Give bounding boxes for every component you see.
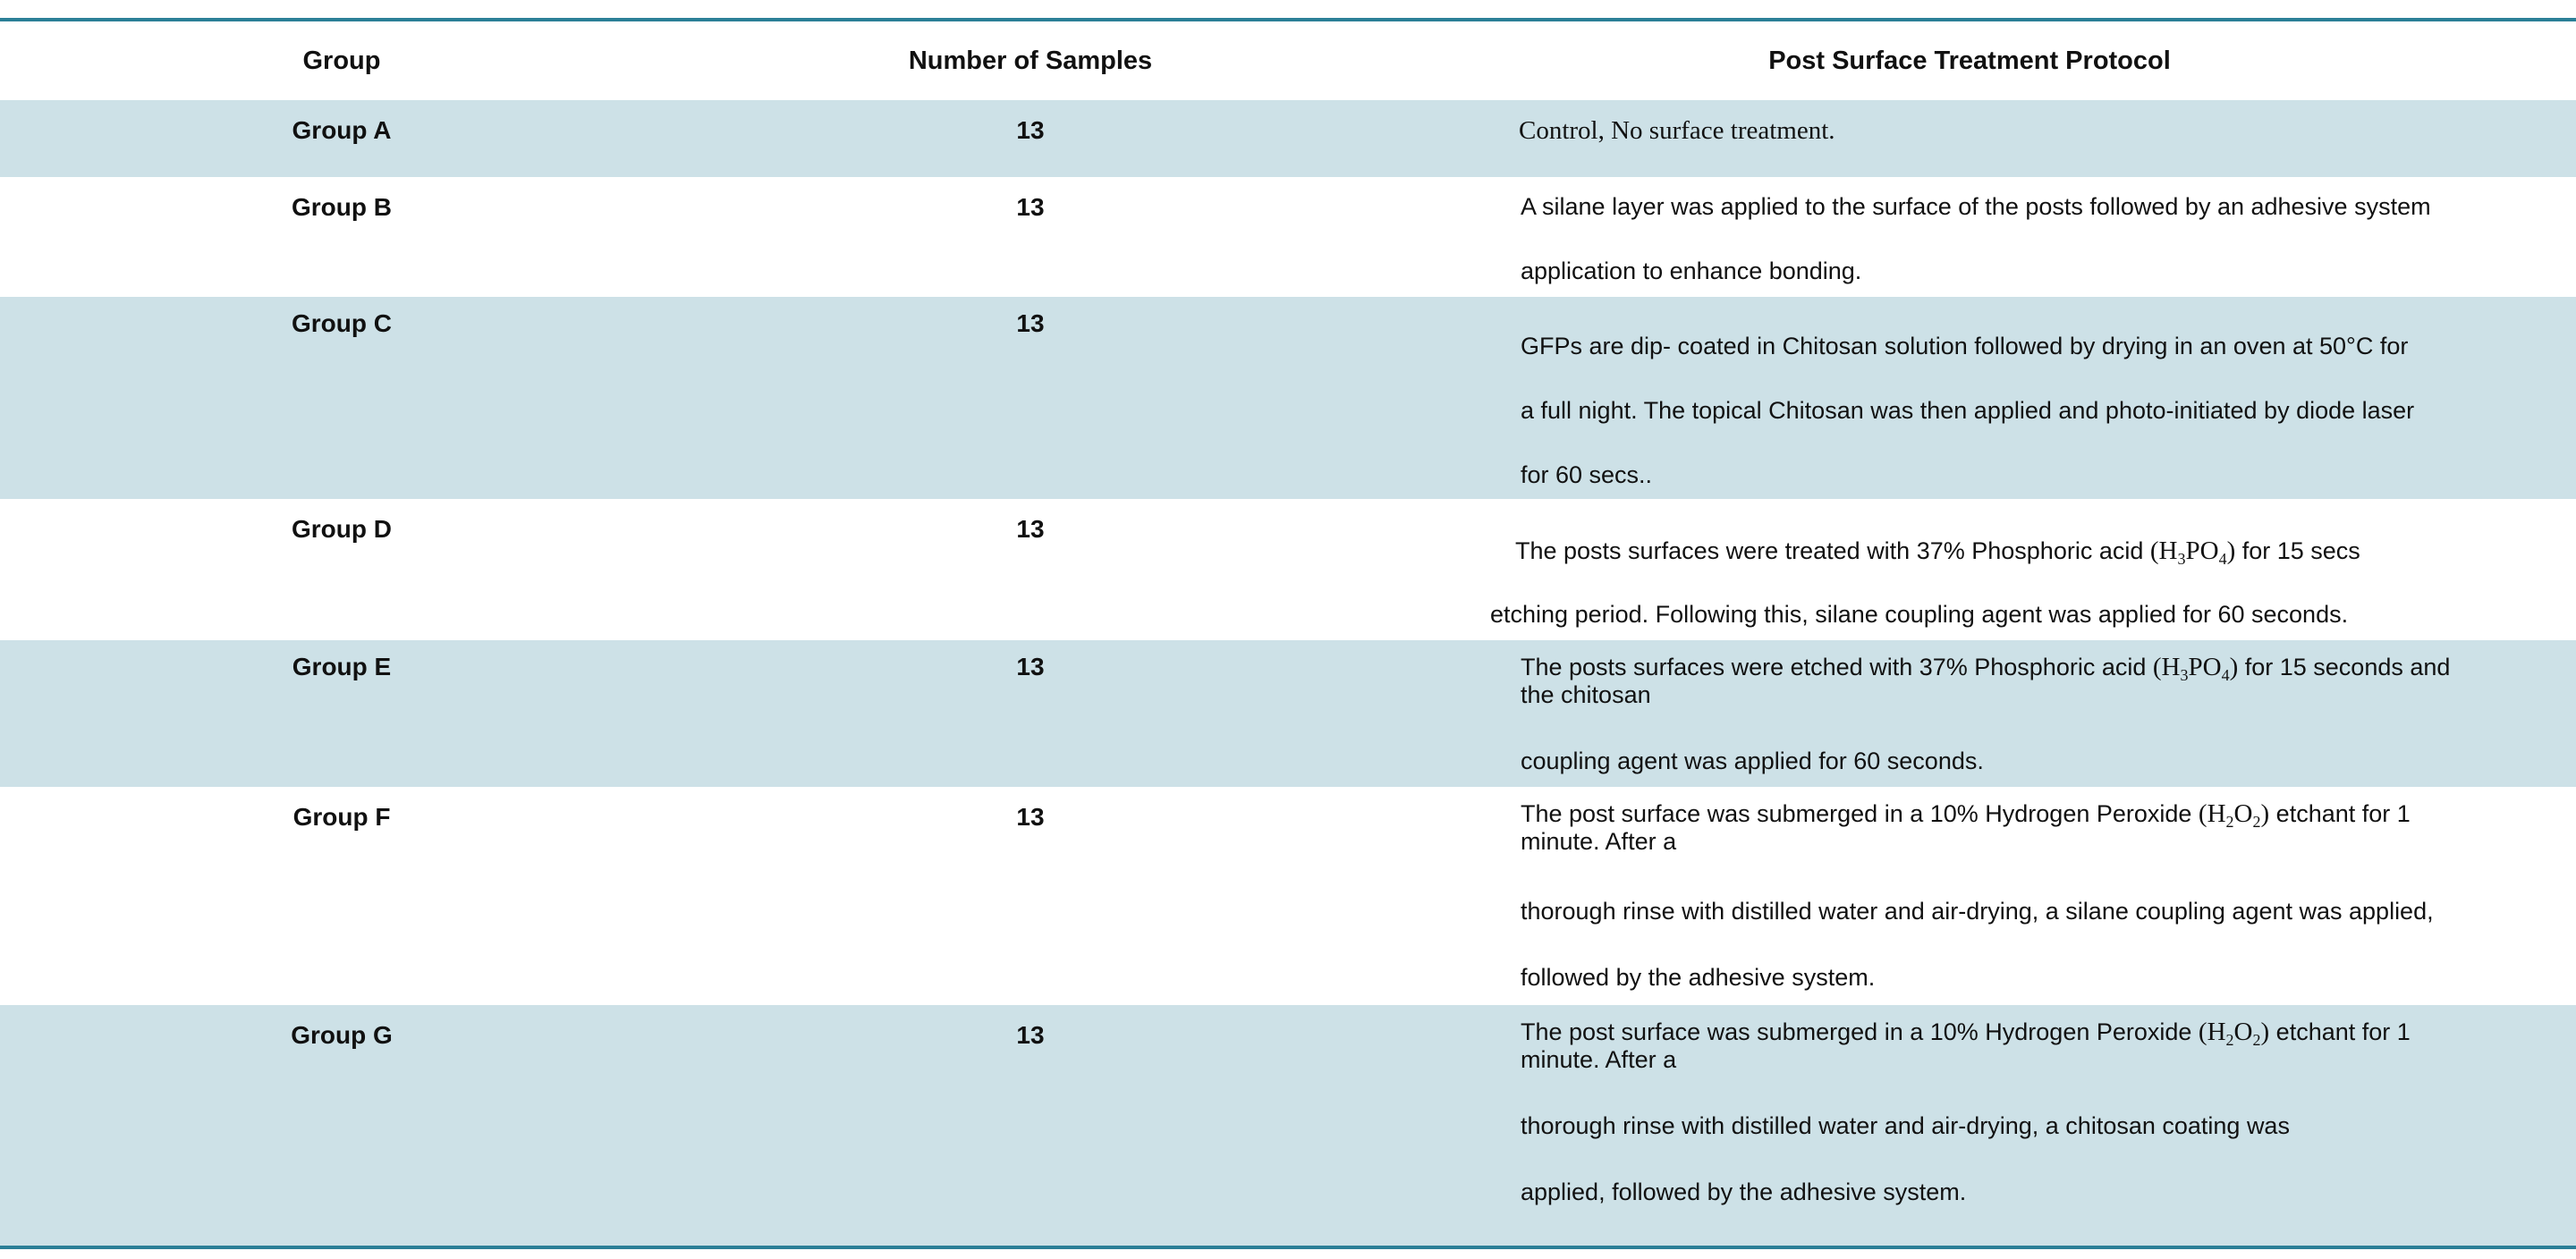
protocol-line: minute. After a — [1521, 1046, 1677, 1073]
header-protocol: Post Surface Treatment Protocol — [1768, 46, 2171, 75]
table-row-group-a — [0, 100, 2576, 177]
table-row-group-f — [0, 787, 2576, 1005]
sample-count: 13 — [1016, 309, 1045, 337]
table-row-group-d — [0, 499, 2576, 640]
sample-count: 13 — [1016, 1021, 1045, 1049]
chemical-formula: $H_2O_2$ — [2207, 799, 2261, 831]
chemical-formula: $H_3PO_4$ — [2158, 537, 2227, 568]
protocol-line: The post surface was submerged in a 10% Hydrogen Peroxide $(H_2O_2)$ etchant for 1 — [1521, 1018, 2411, 1049]
group-label: Group F — [292, 803, 391, 831]
table-header — [0, 21, 2576, 100]
protocol-line: The post surface was submerged in a 10% Hydrogen Peroxide $(H_2O_2)$ etchant for 1 — [1521, 799, 2411, 831]
protocol-line: coupling agent was applied for 60 seconds. — [1521, 748, 1984, 774]
protocol-line: application to enhance bonding. — [1521, 258, 1862, 284]
table-row-group-e — [0, 640, 2576, 787]
sample-count: 13 — [1016, 193, 1045, 221]
header-group: Group — [302, 46, 381, 75]
protocol-line: for 60 secs.. — [1521, 461, 1653, 488]
protocol-line: The posts surfaces were treated with 37% Phosphoric acid $(H_3PO_4)$ for 15 secs — [1515, 537, 2360, 568]
protocol-line: followed by the adhesive system. — [1521, 964, 1876, 991]
sample-count: 13 — [1016, 515, 1045, 543]
protocol-line: applied, followed by the adhesive system. — [1521, 1179, 1967, 1205]
table-row-group-b — [0, 177, 2576, 297]
protocol-line: A silane layer was applied to the surface of the posts followed by an adhesive system — [1521, 193, 2431, 220]
table-row-group-g — [0, 1005, 2576, 1246]
chemical-formula: $H_2O_2$ — [2207, 1018, 2261, 1049]
chemical-formula: $H_3PO_4$ — [2161, 653, 2230, 684]
sample-count: 13 — [1016, 653, 1045, 680]
group-label: Group C — [292, 309, 392, 337]
protocol-line: a full night. The topical Chitosan was then applied and photo-initiated by diode laser — [1521, 397, 2415, 424]
protocol-line: thorough rinse with distilled water and air-drying, a chitosan coating was — [1521, 1112, 2290, 1139]
protocol-line: thorough rinse with distilled water and air-drying, a silane coupling agent was applied, — [1521, 898, 2434, 925]
group-label: Group E — [292, 653, 392, 680]
protocol-line: minute. After a — [1521, 828, 1677, 855]
group-label: Group G — [291, 1021, 393, 1049]
group-label: Group D — [292, 515, 392, 543]
protocol-line: Control, No surface treatment. — [1519, 116, 1835, 145]
table-row-group-c — [0, 297, 2576, 499]
protocol-line: GFPs are dip- coated in Chitosan solution followed by drying in an oven at 50°C for — [1521, 333, 2409, 359]
protocol-line: the chitosan — [1521, 681, 1651, 708]
protocol-line: etching period. Following this, silane coupling agent was applied for 60 seconds. — [1490, 601, 2349, 628]
group-label: Group B — [292, 193, 392, 221]
group-label: Group A — [292, 116, 392, 144]
table-bottom-rule — [0, 1246, 2576, 1249]
sample-count: 13 — [1016, 116, 1045, 144]
sample-count: 13 — [1016, 803, 1045, 831]
protocol-line: The posts surfaces were etched with 37% Phosphoric acid $(H_3PO_4)$ for 15 seconds and — [1521, 653, 2451, 684]
header-number-of-samples: Number of Samples — [908, 46, 1153, 75]
